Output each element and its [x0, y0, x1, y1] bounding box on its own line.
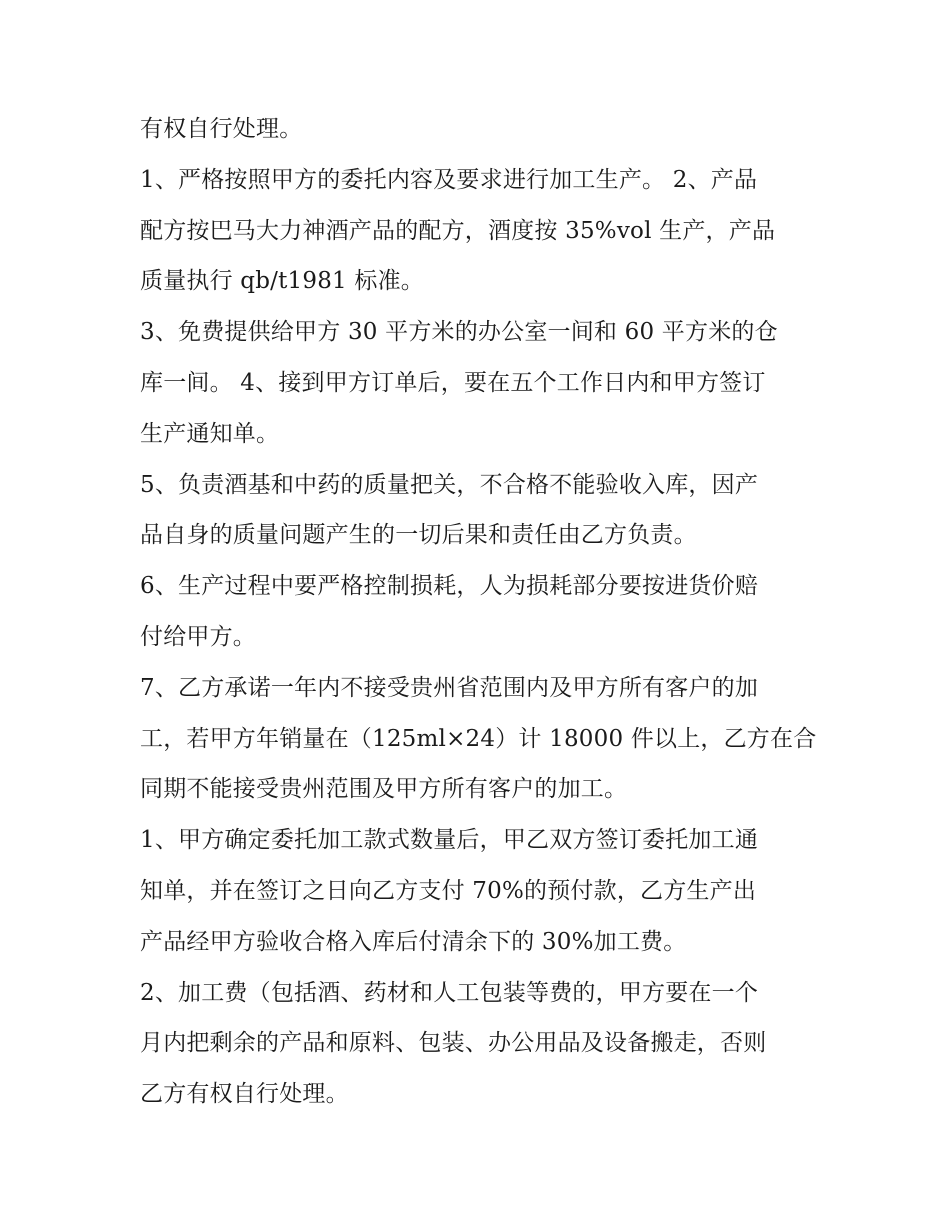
text-line: 生产通知单。: [140, 420, 280, 447]
text-line: 5、负责酒基和中药的质量把关，不合格不能验收入库，因产: [140, 471, 759, 498]
text-line: 6、生产过程中要严格控制损耗，人为损耗部分要按进货价赔: [140, 573, 759, 600]
text-line: 品自身的质量问题产生的一切后果和责任由乙方负责。: [140, 522, 697, 549]
text-line: 知单，并在签订之日向乙方支付 70%的预付款，乙方生产出: [140, 877, 757, 904]
text-line: 乙方有权自行处理。: [140, 1081, 349, 1108]
text-line: 工，若甲方年销量在（125ml×24）计 18000 件以上，乙方在合: [140, 725, 817, 752]
text-line: 配方按巴马大力神酒产品的配方，酒度按 35%vol 生产，产品: [140, 217, 776, 244]
text-line: 质量执行 qb/t1981 标准。: [140, 268, 424, 295]
document-body: [140, 104, 830, 1120]
text-line: 付给甲方。: [140, 623, 256, 650]
text-line: 1、甲方确定委托加工款式数量后，甲乙双方签订委托加工通: [140, 827, 759, 854]
text-line: 月内把剩余的产品和原料、包装、办公用品及设备搬走，否则: [140, 1030, 767, 1057]
text-line: 产品经甲方验收合格入库后付清余下的 30%加工费。: [140, 928, 687, 955]
text-line: 2、加工费（包括酒、药材和人工包装等费的，甲方要在一个: [140, 979, 759, 1006]
text-line: 同期不能接受贵州范围及甲方所有客户的加工。: [140, 776, 628, 803]
text-line: 库一间。 4、接到甲方订单后，要在五个工作日内和甲方签订: [140, 369, 766, 396]
text-line: 7、乙方承诺一年内不接受贵州省范围内及甲方所有客户的加: [140, 674, 759, 701]
text-line: 1、严格按照甲方的委托内容及要求进行加工生产。 2、产品: [140, 166, 758, 193]
text-line: 有权自行处理。: [140, 116, 303, 142]
text-line: 3、免费提供给甲方 30 平方米的办公室一间和 60 平方米的仓: [140, 319, 778, 346]
